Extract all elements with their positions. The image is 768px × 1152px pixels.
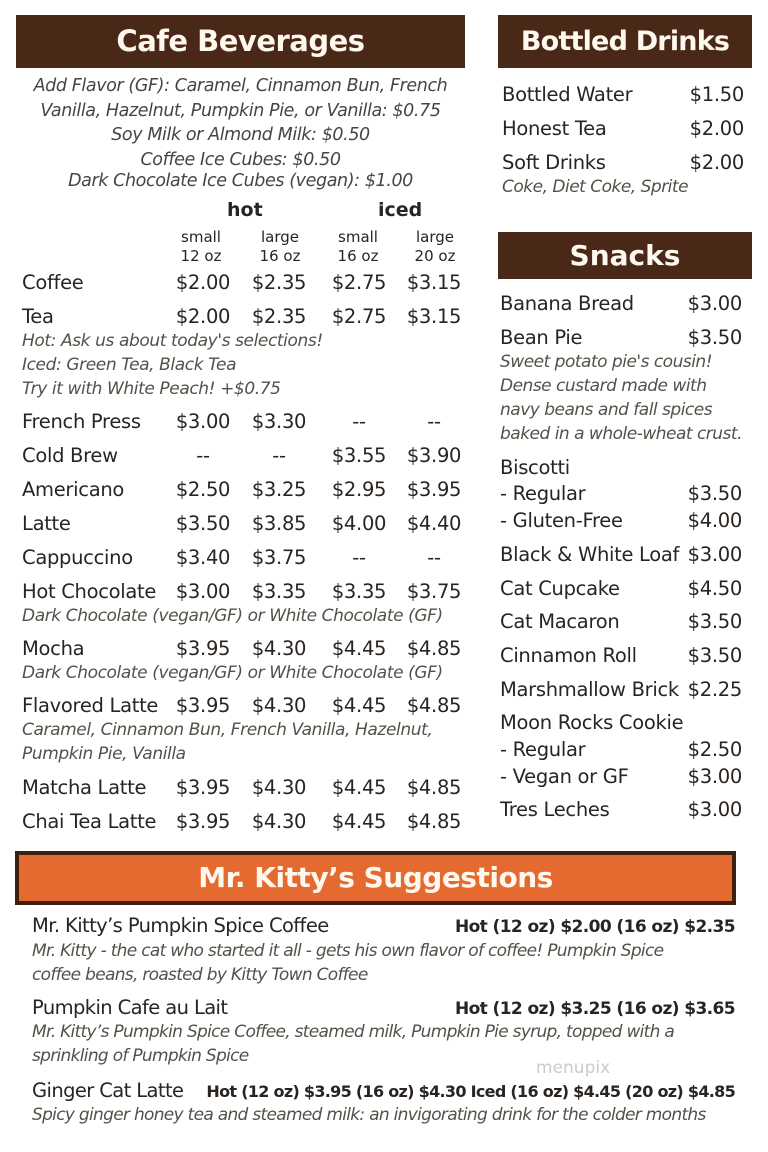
suggestion-desc-line: Spicy ginger honey tea and steamed milk: an invigorating drink for the colder months [32, 1105, 706, 1125]
hot-chocolate-note: Dark Chocolate (vegan/GF) or White Chocolate (GF) [22, 606, 443, 626]
addon-milk: Soy Milk or Almond Milk: $0.50 [111, 125, 370, 145]
suggestion-desc-line: Mr. Kitty - the cat who started it all - gets his own flavor of coffee! Pumpkin Spice [32, 941, 664, 961]
price-iced-small: $4.45 [331, 694, 387, 717]
suggestion-desc-line: coffee beans, roasted by Kitty Town Coffee [32, 965, 368, 985]
item-name: Cat Macaron [500, 610, 620, 633]
item-name: Cinnamon Roll [500, 644, 637, 667]
snack-row-tres-leches [500, 796, 742, 824]
item-name: Biscotti [500, 456, 570, 479]
item-name: Bean Pie [500, 326, 583, 349]
snack-row-marshmallow-brick [500, 676, 742, 704]
price-iced-small: $4.45 [331, 776, 387, 799]
variant-price: $4.00 [687, 509, 742, 532]
bottled-row-soft-drinks [502, 149, 744, 177]
tea-note-iced: Iced: Green Tea, Black Tea [22, 355, 237, 375]
price-hot-large: $3.30 [251, 410, 307, 433]
snack-row-black-white-loaf [500, 541, 742, 569]
item-name: Tea [22, 305, 54, 328]
item-name: Coffee [22, 271, 84, 294]
item-name: Flavored Latte [22, 694, 159, 717]
price-hot-small: $3.00 [175, 580, 231, 603]
price-iced-large: $4.85 [406, 637, 462, 660]
cafe-beverages-header: Cafe Beverages [16, 15, 465, 68]
price-iced-small: $2.95 [331, 478, 387, 501]
price-iced-small: -- [352, 546, 366, 569]
variant-name: - Regular [500, 482, 586, 505]
price-hot-small: $2.00 [175, 305, 231, 328]
variant-price: $2.50 [687, 738, 742, 761]
size-label: small [181, 228, 221, 246]
price-hot-large: $4.30 [251, 776, 307, 799]
price-hot-small: $3.95 [175, 637, 231, 660]
price-iced-small: $2.75 [331, 305, 387, 328]
soft-drinks-note: Coke, Diet Coke, Sprite [502, 177, 689, 197]
variant-price: $3.00 [687, 765, 742, 788]
item-name: Bottled Water [502, 83, 633, 106]
snack-row-biscotti-regular [500, 480, 742, 508]
snack-row-banana-bread [500, 290, 742, 318]
price-iced-small: $4.45 [331, 810, 387, 833]
item-price: $2.00 [689, 117, 744, 140]
bottled-row-honest-tea [502, 115, 744, 143]
price-iced-small: -- [352, 410, 366, 433]
bean-pie-note-3: navy beans and fall spices [500, 400, 713, 420]
variant-name: - Gluten-Free [500, 509, 623, 532]
item-price: $3.50 [687, 326, 742, 349]
item-name: Black & White Loaf [500, 543, 680, 566]
item-name: Honest Tea [502, 117, 607, 140]
size-oz: 20 oz [414, 247, 456, 265]
price-iced-large: $4.85 [406, 776, 462, 799]
price-hot-small: $3.40 [175, 546, 231, 569]
size-iced-large [400, 228, 470, 266]
add-ons-list [16, 74, 465, 194]
price-hot-large: $3.75 [251, 546, 307, 569]
size-hot-large [245, 228, 315, 266]
hot-group-header: hot [227, 199, 263, 221]
price-hot-large: $4.30 [251, 637, 307, 660]
price-iced-large: $4.40 [406, 512, 462, 535]
bean-pie-note-4: baked in a whole-wheat crust. [500, 424, 742, 444]
snack-row-biscotti [500, 454, 742, 482]
suggestion-name-pumpkin-spice-coffee: Mr. Kitty’s Pumpkin Spice Coffee [32, 914, 329, 937]
item-name: Hot Chocolate [22, 580, 157, 603]
suggestion-price-ginger-cat-latte: Hot (12 oz) $3.95 (16 oz) $4.30 Iced (16 oz) $4.45 (20 oz) $4.85 [206, 1082, 735, 1101]
suggestion-price-pumpkin-spice-coffee: Hot (12 oz) $2.00 (16 oz) $2.35 [454, 917, 735, 937]
price-hot-small: $2.00 [175, 271, 231, 294]
item-name: Banana Bread [500, 292, 634, 315]
item-name: Mocha [22, 637, 85, 660]
price-hot-small: $3.50 [175, 512, 231, 535]
price-iced-large: $3.95 [406, 478, 462, 501]
price-hot-large: $4.30 [251, 694, 307, 717]
watermark: menupix [536, 1058, 611, 1078]
size-hot-small [166, 228, 236, 266]
bean-pie-note-1: Sweet potato pie's cousin! [500, 352, 713, 372]
item-name: Marshmallow Brick [500, 678, 679, 701]
price-hot-small: $3.00 [175, 410, 231, 433]
price-iced-small: $4.00 [331, 512, 387, 535]
item-name: Soft Drinks [502, 151, 606, 174]
price-iced-small: $3.55 [331, 444, 387, 467]
price-hot-large: $3.25 [251, 478, 307, 501]
variant-name: - Vegan or GF [500, 765, 629, 788]
flavored-latte-note-1: Caramel, Cinnamon Bun, French Vanilla, Hazelnut, [22, 720, 433, 740]
mocha-note: Dark Chocolate (vegan/GF) or White Chocolate (GF) [22, 663, 443, 683]
price-hot-large: $2.35 [251, 305, 307, 328]
item-name: Americano [22, 478, 125, 501]
size-oz: 16 oz [337, 247, 379, 265]
price-hot-small: $2.50 [175, 478, 231, 501]
size-label: large [415, 228, 454, 246]
price-iced-large: $3.15 [406, 305, 462, 328]
snack-row-moon-rocks-vegan-gf [500, 763, 742, 791]
bean-pie-note-2: Dense custard made with [500, 376, 707, 396]
size-iced-small [323, 228, 393, 266]
size-oz: 12 oz [180, 247, 222, 265]
item-price: $2.25 [687, 678, 742, 701]
price-hot-large: $3.35 [251, 580, 307, 603]
suggestion-desc-line: sprinkling of Pumpkin Spice [32, 1046, 249, 1066]
suggestion-price-pumpkin-cafe-au-lait: Hot (12 oz) $3.25 (16 oz) $3.65 [454, 999, 735, 1019]
item-name: French Press [22, 410, 141, 433]
variant-price: $3.50 [687, 482, 742, 505]
item-name: Cold Brew [22, 444, 118, 467]
size-label: large [260, 228, 299, 246]
tea-note-peach: Try it with White Peach! +$0.75 [22, 379, 281, 399]
item-name: Latte [22, 512, 71, 535]
snack-row-cinnamon-roll [500, 642, 742, 670]
suggestions-header: Mr. Kitty’s Suggestions [15, 851, 736, 905]
snacks-header: Snacks [498, 232, 752, 279]
item-name: Matcha Latte [22, 776, 147, 799]
item-price: $2.00 [689, 151, 744, 174]
snack-row-bean-pie [500, 324, 742, 352]
price-iced-large: -- [427, 410, 441, 433]
snack-row-cat-cupcake [500, 575, 742, 603]
suggestion-desc-line: Mr. Kitty’s Pumpkin Spice Coffee, steamed milk, Pumpkin Pie syrup, topped with a [32, 1022, 675, 1042]
price-hot-large: $3.85 [251, 512, 307, 535]
tea-note-hot: Hot: Ask us about today's selections! [22, 331, 323, 351]
price-hot-large: -- [272, 444, 286, 467]
price-hot-small: $3.95 [175, 776, 231, 799]
snack-row-cat-macaron [500, 608, 742, 636]
price-iced-large: $3.90 [406, 444, 462, 467]
item-name: Tres Leches [500, 798, 610, 821]
price-iced-large: $3.75 [406, 580, 462, 603]
suggestion-name-pumpkin-cafe-au-lait: Pumpkin Cafe au Lait [32, 996, 228, 1019]
bottled-row-water [502, 81, 744, 109]
item-name: Cat Cupcake [500, 577, 620, 600]
item-price: $3.00 [687, 292, 742, 315]
size-oz: 16 oz [259, 247, 301, 265]
item-name: Moon Rocks Cookie [500, 711, 684, 734]
item-price: $3.50 [687, 644, 742, 667]
item-price: $3.00 [687, 543, 742, 566]
price-hot-large: $4.30 [251, 810, 307, 833]
price-iced-small: $3.35 [331, 580, 387, 603]
item-price: $3.50 [687, 610, 742, 633]
variant-name: - Regular [500, 738, 586, 761]
iced-group-header: iced [378, 199, 423, 221]
snack-row-moon-rocks-cookie [500, 709, 742, 737]
item-price: $4.50 [687, 577, 742, 600]
addon-choc-ice: Dark Chocolate Ice Cubes (vegan): $1.00 [68, 171, 413, 191]
addon-coffee-ice: Coffee Ice Cubes: $0.50 [140, 149, 341, 170]
price-iced-large: -- [427, 546, 441, 569]
item-price: $3.00 [687, 798, 742, 821]
price-hot-small: $3.95 [175, 810, 231, 833]
price-iced-large: $4.85 [406, 694, 462, 717]
item-name: Chai Tea Latte [22, 810, 157, 833]
price-iced-small: $4.45 [331, 637, 387, 660]
price-iced-large: $4.85 [406, 810, 462, 833]
item-price: $1.50 [689, 83, 744, 106]
snack-row-moon-rocks-regular [500, 736, 742, 764]
flavored-latte-note-2: Pumpkin Pie, Vanilla [22, 744, 186, 764]
price-hot-small: $3.95 [175, 694, 231, 717]
size-label: small [338, 228, 378, 246]
price-iced-large: $3.15 [406, 271, 462, 294]
addon-flavor-line-2: Vanilla, Hazelnut, Pumpkin Pie, or Vanilla: $0.75 [40, 100, 441, 121]
addon-flavor-line-1: Add Flavor (GF): Caramel, Cinnamon Bun, French [33, 76, 448, 96]
price-iced-small: $2.75 [331, 271, 387, 294]
bottled-drinks-header: Bottled Drinks [498, 15, 752, 68]
snack-row-biscotti-gluten-free [500, 507, 742, 535]
price-hot-large: $2.35 [251, 271, 307, 294]
price-hot-small: -- [196, 444, 210, 467]
suggestion-name-ginger-cat-latte: Ginger Cat Latte [32, 1079, 184, 1102]
item-name: Cappuccino [22, 546, 133, 569]
